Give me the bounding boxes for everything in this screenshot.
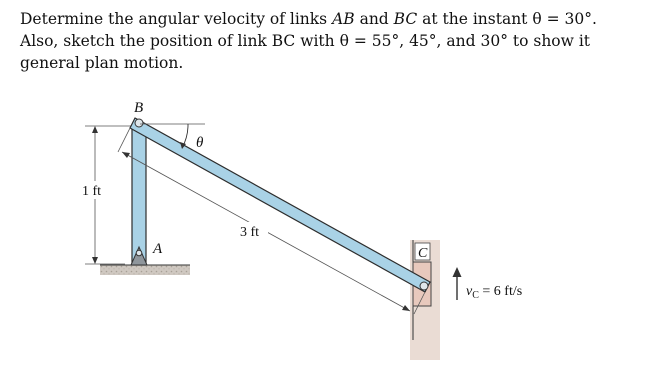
velocity-value: = 6 ft/s [478, 284, 523, 299]
problem-line-2: Also, sketch the position of link BC with θ = 55°, 45°, and 30° to show it [20, 32, 591, 50]
velocity-subscript: C [472, 290, 479, 301]
velocity-symbol: v [466, 284, 473, 299]
problem-line-3: general plan motion. [20, 54, 184, 72]
dim-arrowhead-down [92, 257, 98, 264]
velocity-label [466, 284, 522, 301]
label-point-a: A [153, 241, 163, 257]
dim-label-1ft: 1 ft [82, 184, 102, 199]
extension-line-b [118, 128, 130, 152]
dim-arrowhead-c [402, 305, 410, 311]
link-ab-symbol: AB [332, 10, 355, 28]
problem-text: and [354, 10, 394, 28]
dim-arrowhead-up [92, 126, 98, 133]
problem-text: Determine the angular velocity of links [20, 10, 333, 28]
ground-support [100, 265, 190, 275]
pin-b [135, 119, 143, 127]
dim-arrowhead-b [122, 152, 130, 158]
pin-c [420, 282, 428, 290]
pin-a [136, 250, 142, 256]
label-point-b: B [134, 100, 144, 116]
link-bc-symbol: BC [393, 10, 418, 28]
velocity-arrowhead [453, 267, 462, 277]
theta-label: θ [196, 135, 204, 151]
label-point-c: C [418, 246, 428, 261]
problem-text: at the instant θ = 30°. [417, 10, 597, 28]
dim-label-3ft: 3 ft [240, 225, 260, 240]
link-ab [132, 125, 146, 265]
